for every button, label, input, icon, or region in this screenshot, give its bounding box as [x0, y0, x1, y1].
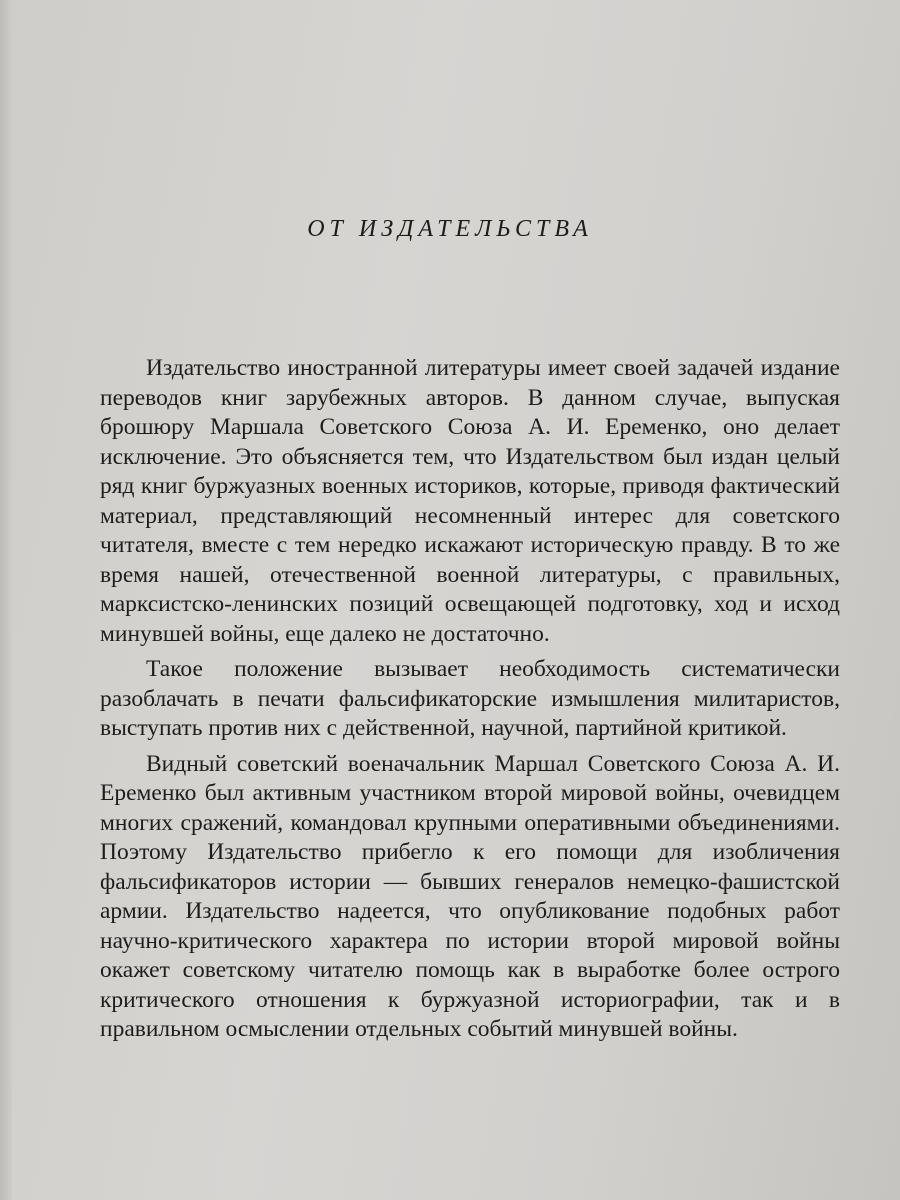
page-edge [0, 0, 12, 1200]
paragraph-2: Такое положение вызывает необходимость систематически разоблачать в печати фальсификаторские измышления милитаристов, выступать против них с действенной, научной, партийной критикой. [100, 656, 840, 741]
paragraph-3: Видный советский военачальник Маршал Советского Союза А. И. Еременко был активным участником второй мировой войны, очевидцем многих сражений, командовал крупными оперативными объединениями. Поэтому Издательство прибегло к его помощи для изобличения фальсификаторов истории — бывших генералов немецко-фашистской армии. Издательство надеется, что опубликование подобных работ научно-критического характера по истории второй мировой войны окажет советскому читателю помощь как в выработке более острого критического отношения к буржуазной историографии, так и в правильном осмыслении отдельных событий минувшей войны. [100, 750, 840, 1042]
preface-text [100, 354, 840, 1045]
paragraph-1: Издательство иностранной литературы имеет своей задачей издание переводов книг зарубежных авторов. В данном случае, выпуская брошюру Маршала Советского Союза А. И. Еременко, оно делает исключение. Это объясняется тем, что Издательством был издан целый ряд книг буржуазных военных историков, которые, приводя фактический материал, представляющий несомненный интерес для советского читателя, вместе с тем нередко искажают историческую правду. В то же время нашей, отечественной военной литературы, с правильных, марксистско-ленинских позиций освещающей подготовку, ход и исход минувшей войны, еще далеко не достаточно. [100, 355, 840, 647]
page-title: ОТ ИЗДАТЕЛЬСТВА [307, 216, 593, 242]
